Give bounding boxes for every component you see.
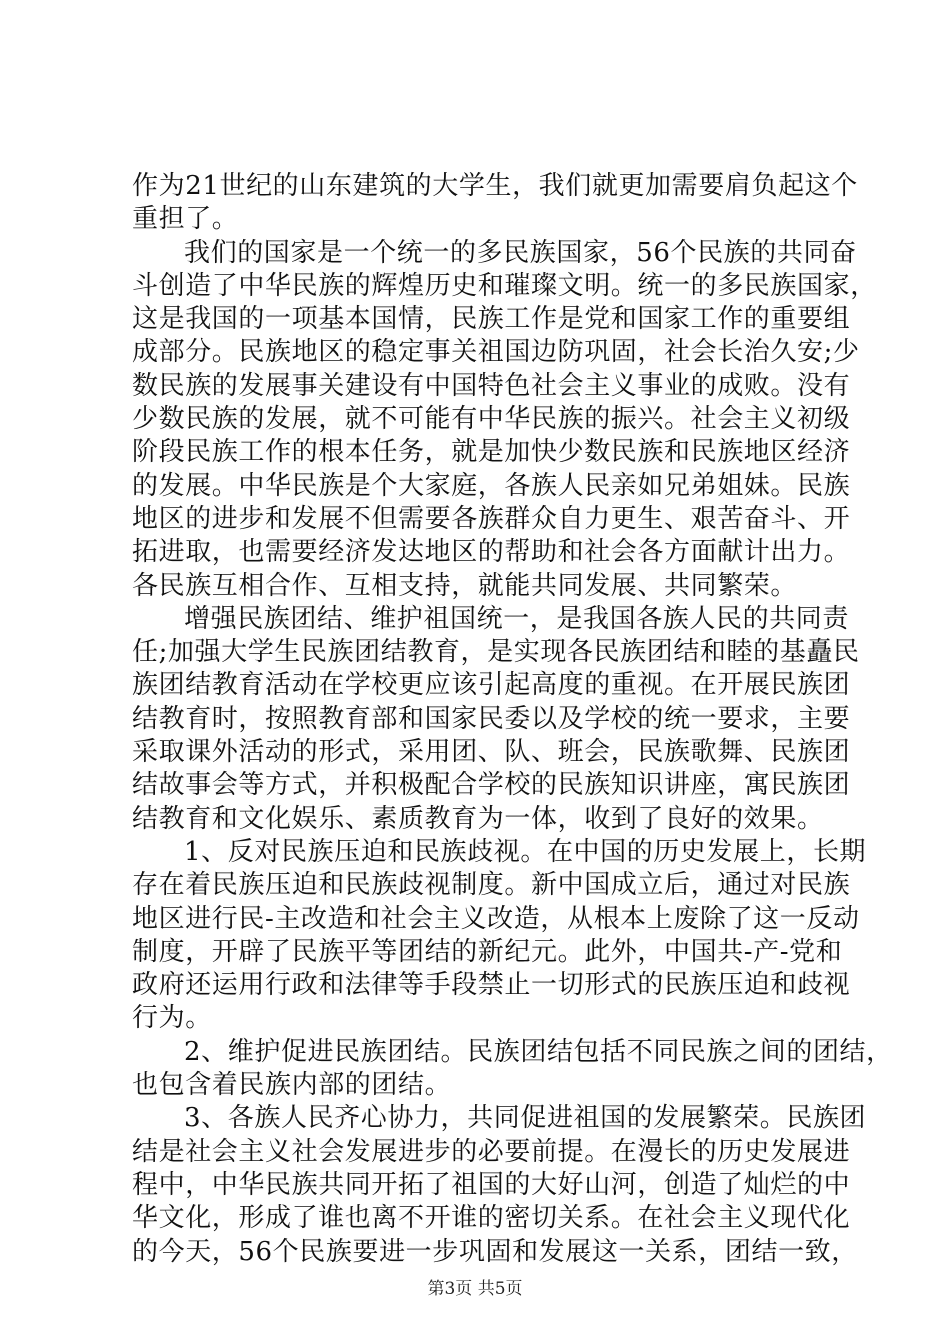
text-line: 结故事会等方式，并积极配合学校的民族知识讲座，寓民族团: [132, 770, 851, 801]
text-line: 2、维护促进民族团结。民族团结包括不同民族之间的团结，: [184, 1036, 893, 1067]
text-line: 的发展。中华民族是个大家庭，各族人民亲如兄弟姐妹。民族: [132, 470, 851, 501]
text-line: 3、各族人民齐心协力，共同促进祖国的发展繁荣。民族团: [184, 1103, 867, 1134]
text-line: 的今天，56个民族要进一步巩固和发展这一关系，团结一致，: [132, 1236, 858, 1267]
text-line: 政府还运用行政和法律等手段禁止一切形式的民族压迫和歧视: [132, 970, 851, 1001]
text-line: 地区进行民-主改造和社会主义改造，从根本上废除了这一反动: [132, 903, 860, 934]
text-line: 我们的国家是一个统一的多民族国家，56个民族的共同奋: [184, 237, 857, 268]
text-line: 数民族的发展事关建设有中国特色社会主义事业的成败。没有: [132, 370, 851, 401]
text-line: 任;加强大学生民族团结教育，是实现各民族团结和睦的基矗民: [132, 637, 860, 668]
text-line: 结教育时，按照教育部和国家民委以及学校的统一要求，主要: [132, 703, 851, 734]
text-line: 各民族互相合作、互相支持，就能共同发展、共同繁荣。: [132, 570, 798, 601]
text-line: 制度，开辟了民族平等团结的新纪元。此外，中国共-产-党和: [132, 936, 843, 967]
document-body: [132, 170, 893, 1269]
text-line: 行为。: [132, 1003, 212, 1034]
text-line: 作为21世纪的山东建筑的大学生，我们就更加需要肩负起这个: [132, 171, 858, 201]
text-line: 存在着民族压迫和民族歧视制度。新中国成立后，通过对民族: [132, 870, 851, 901]
text-line: 族团结教育活动在学校更应该引起高度的重视。在开展民族团: [132, 670, 851, 701]
text-line: 少数民族的发展，就不可能有中华民族的振兴。社会主义初级: [132, 404, 851, 435]
text-line: 也包含着民族内部的团结。: [132, 1070, 452, 1101]
text-line: 采取课外活动的形式，采用团、队、班会，民族歌舞、民族团: [132, 737, 851, 768]
text-line: 阶段民族工作的根本任务，就是加快少数民族和民族地区经济: [132, 437, 851, 468]
text-line: 成部分。民族地区的稳定事关祖国边防巩固，社会长治久安;少: [132, 337, 860, 368]
paragraph: [132, 836, 867, 1036]
page-footer: 第3页 共5页: [427, 1279, 523, 1299]
text-line: 1、反对民族压迫和民族歧视。在中国的历史发展上，长期: [184, 836, 867, 867]
text-line: 这是我国的一项基本国情，民族工作是党和国家工作的重要组: [132, 304, 851, 335]
text-line: 斗创造了中华民族的辉煌历史和璀璨文明。统一的多民族国家，: [132, 270, 877, 301]
text-line: 程中，中华民族共同开拓了祖国的大好山河，创造了灿烂的中: [132, 1169, 851, 1200]
text-line: 增强民族团结、维护祖国统一，是我国各族人民的共同责: [184, 603, 850, 634]
paragraph: [132, 603, 860, 836]
text-line: 拓进取，也需要经济发达地区的帮助和社会各方面献计出力。: [132, 537, 851, 568]
text-line: 结是社会主义社会发展进步的必要前提。在漫长的历史发展进: [132, 1136, 851, 1167]
text-line: 结教育和文化娱乐、素质教育为一体，收到了良好的效果。: [132, 803, 824, 834]
paragraph: [132, 1036, 893, 1103]
text-line: 华文化，形成了谁也离不开谁的密切关系。在社会主义现代化: [132, 1203, 851, 1234]
paragraph: [132, 170, 858, 237]
paragraph: [132, 1102, 867, 1268]
text-line: 地区的进步和发展不但需要各族群众自力更生、艰苦奋斗、开: [132, 503, 851, 534]
text-line: 重担了。: [132, 204, 239, 235]
paragraph: [132, 237, 877, 603]
